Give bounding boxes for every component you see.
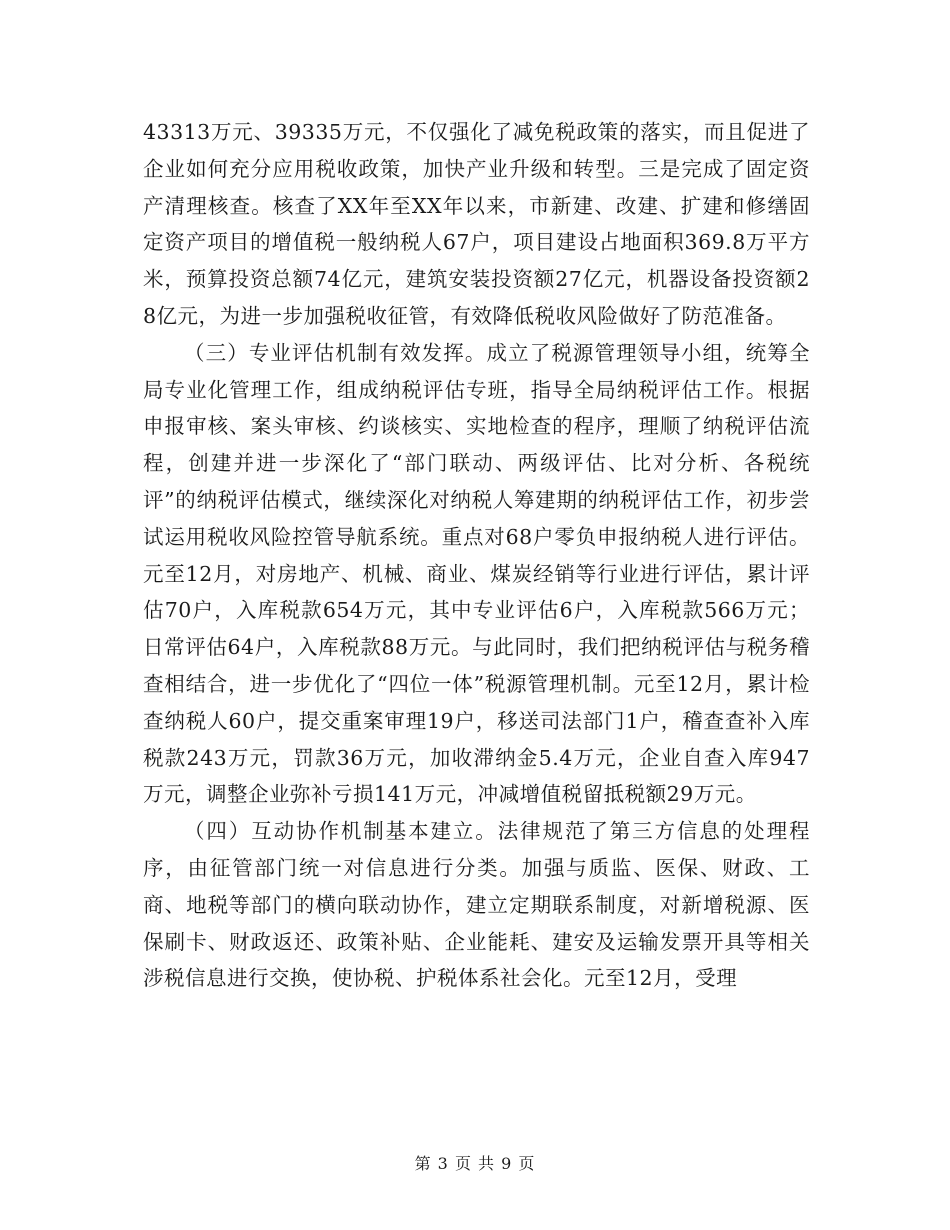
document-body [143, 114, 810, 997]
paragraph-section-three: （三）专业评估机制有效发挥。成立了税源管理领导小组，统筹全局专业化管理工作，组成纳税评估专班，指导全局纳税评估工作。根据申报审核、案头审核、约谈核实、实地检查的程序，理顺了纳税评估流程，创建并进一步深化了“部门联动、两级评估、比对分析、各税统评”的纳税评估模式，继续深化对纳税人筹建期的纳税评估工作，初步尝试运用税收风险控管导航系统。重点对68户零负申报纳税人进行评估。元至12月，对房地产、机械、商业、煤炭经销等行业进行评估，累计评估70户，入库税款654万元，其中专业评估6户，入库税款566万元；日常评估64户，入库税款88万元。与此同时，我们把纳税评估与税务稽查相结合，进一步优化了“四位一体”税源管理机制。元至12月，累计检查纳税人60户，提交重案审理19户，移送司法部门1户，稽查查补入库税款243万元，罚款36万元，加收滞纳金5.4万元，企业自查入库947万元，调整企业弥补亏损141万元，冲减增值税留抵税额29万元。 [143, 340, 810, 807]
paragraph-section-four: （四）互动协作机制基本建立。法律规范了第三方信息的处理程序，由征管部门统一对信息进行分类。加强与质监、医保、财政、工商、地税等部门的横向联动协作，建立定期联系制度，对新增税源、医保刷卡、财政返还、政策补贴、企业能耗、建安及运输发票开具等相关涉税信息进行交换，使协税、护税体系社会化。元至12月，受理 [143, 819, 810, 991]
paragraph-continued: 43313万元、39335万元，不仅强化了减免税政策的落实，而且促进了企业如何充分应用税收政策，加快产业升级和转型。三是完成了固定资产清理核查。核查了XX年至XX年以来，市新建、改建、扩建和修缮固定资产项目的增值税一般纳税人67户，项目建设占地面积369.8万平方米，预算投资总额74亿元，建筑安装投资额27亿元，机器设备投资额28亿元，为进一步加强税收征管，有效降低税收风险做好了防范准备。 [143, 120, 810, 328]
page-footer: 第 3 页 共 9 页 [414, 1154, 536, 1173]
